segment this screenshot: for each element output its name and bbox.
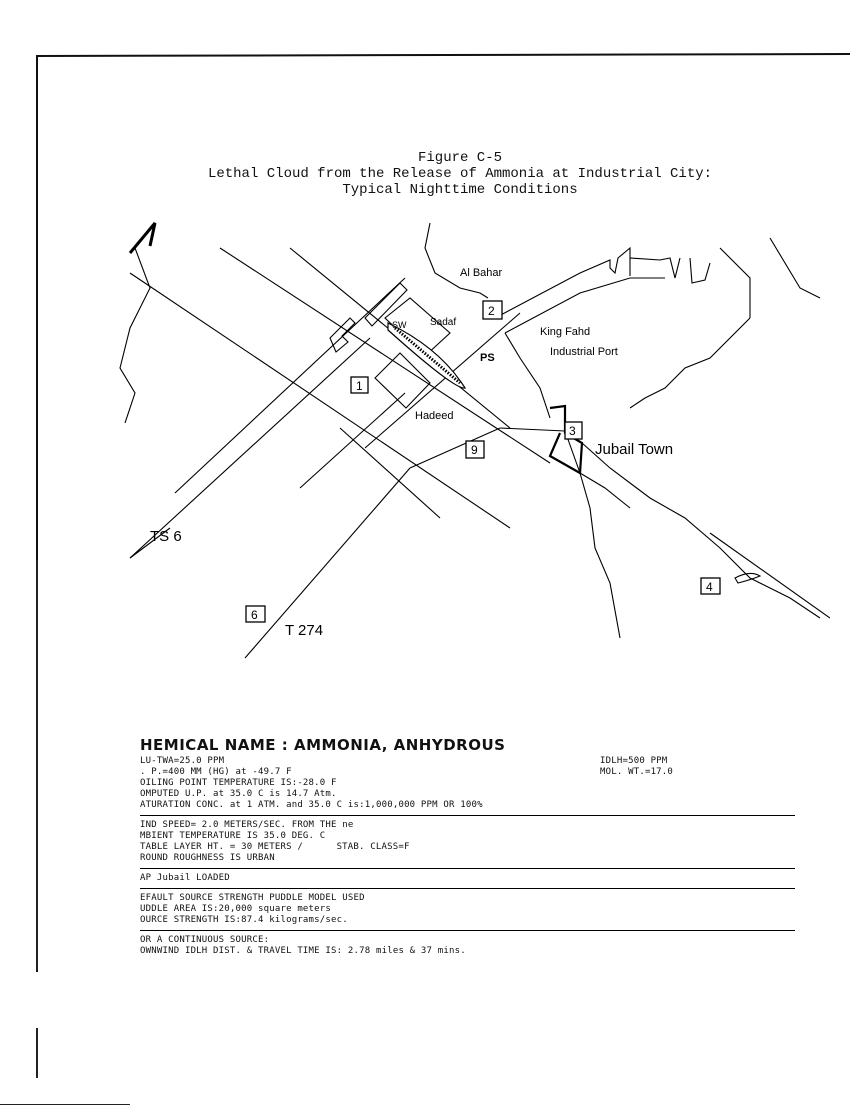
marker-1 [351,377,368,393]
road [245,468,410,658]
coastline [120,248,150,423]
road [410,428,500,468]
map-label-ps: PS [480,352,495,364]
ground-roughness: ROUND ROUGHNESS IS URBAN [140,853,275,863]
divider [140,930,795,931]
map-label-ts6: TS 6 [150,528,182,545]
plant-outline [330,318,355,352]
map-label-al-bahar: Al Bahar [460,267,503,279]
coastline [425,223,488,298]
marker-6 [246,606,265,622]
figure-title [100,150,820,198]
downwind-idlh-distance: OWNWIND IDLH DIST. & TRAVEL TIME IS: 2.78 miles & 37 mins. [140,946,466,956]
figure-number: Figure C-5 [417,150,502,166]
figure-title-line1: Lethal Cloud from the Release of Ammonia at Industrial City: [207,166,713,182]
marker-label: 6 [251,608,258,622]
plant-outline [375,353,430,408]
lethal-plume [388,323,465,388]
road [130,273,510,528]
map-label-sw: SW [392,320,407,330]
map-label-industrial-port: Industrial Port [550,346,618,358]
marker-label: 1 [356,379,363,393]
report-row [140,767,800,778]
boiling-point: OILING POINT TEMPERATURE IS:-28.0 F [140,778,337,788]
coastline [130,223,155,253]
port-pier [720,248,750,318]
road [300,393,405,488]
scan-artifact [36,560,38,970]
scan-artifact [36,1028,38,1078]
road [340,428,440,518]
map-label-t274: T 274 [285,622,324,639]
map-label-king-fahd: King Fahd [540,326,591,338]
tlv-value: LU-TWA=25.0 PPM [140,756,225,766]
default-source-model: EFAULT SOURCE STRENGTH PUDDLE MODEL USED [140,893,365,903]
map-label-hadeed: Hadeed [415,410,454,422]
saturation-concentration: ATURATION CONC. at 1 ATM. and 35.0 C is:1,000,000 PPM OR 100% [140,800,483,810]
report-row [140,756,800,767]
marker-2 [483,301,502,319]
map-label-sadaf: Sadaf [430,317,457,328]
figure-title-line2: Typical Nighttime Conditions [342,182,578,198]
coastline [505,333,550,418]
map-loaded: AP Jubail LOADED [140,873,230,883]
road [500,428,565,431]
marker-label: 3 [569,424,576,438]
marker-3 [565,422,582,439]
stable-layer-height: TABLE LAYER HT. = 30 METERS / [140,842,303,852]
computed-vapor-pressure: OMPUTED U.P. at 35.0 C is 14.7 Atm. [140,789,337,799]
divider [140,815,795,816]
map [110,218,830,668]
port-pier [495,248,680,318]
marker-label: 4 [706,580,713,594]
wind-speed: IND SPEED= 2.0 METERS/SEC. FROM THE ne [140,820,354,830]
vapor-pressure: . P.=400 MM (HG) at -49.7 F [140,767,292,777]
marker-4 [701,578,720,594]
coastline [565,431,620,638]
port-pier [505,278,665,333]
continuous-source: OR A CONTINUOUS SOURCE: [140,935,270,945]
port-pier [690,258,710,283]
divider [140,888,795,889]
marker-label: 2 [488,304,495,318]
source-strength: OURCE STRENGTH IS:87.4 kilograms/sec. [140,915,348,925]
marker-9 [466,441,484,458]
molecular-weight: MOL. WT.=17.0 [600,767,674,777]
puddle-area: UDDLE AREA IS:20,000 square meters [140,904,332,914]
coastline [770,238,820,298]
model-report [140,736,800,957]
marker-label: 9 [471,443,478,457]
stability-class: STAB. CLASS=F [336,842,410,852]
report-row [140,842,800,853]
scan-artifact [0,1104,130,1105]
road [130,338,370,558]
ambient-temperature: MBIENT TEMPERATURE IS 35.0 DEG. C [140,831,326,841]
idlh-value: IDLH=500 PPM [600,756,668,766]
coastline [630,318,750,408]
coastline [580,473,630,508]
chemical-name: HEMICAL NAME : AMMONIA, ANHYDROUS [140,736,506,754]
divider [140,868,795,869]
map-label-jubail-town: Jubail Town [595,441,674,458]
road [175,278,405,493]
coastline [710,533,830,618]
